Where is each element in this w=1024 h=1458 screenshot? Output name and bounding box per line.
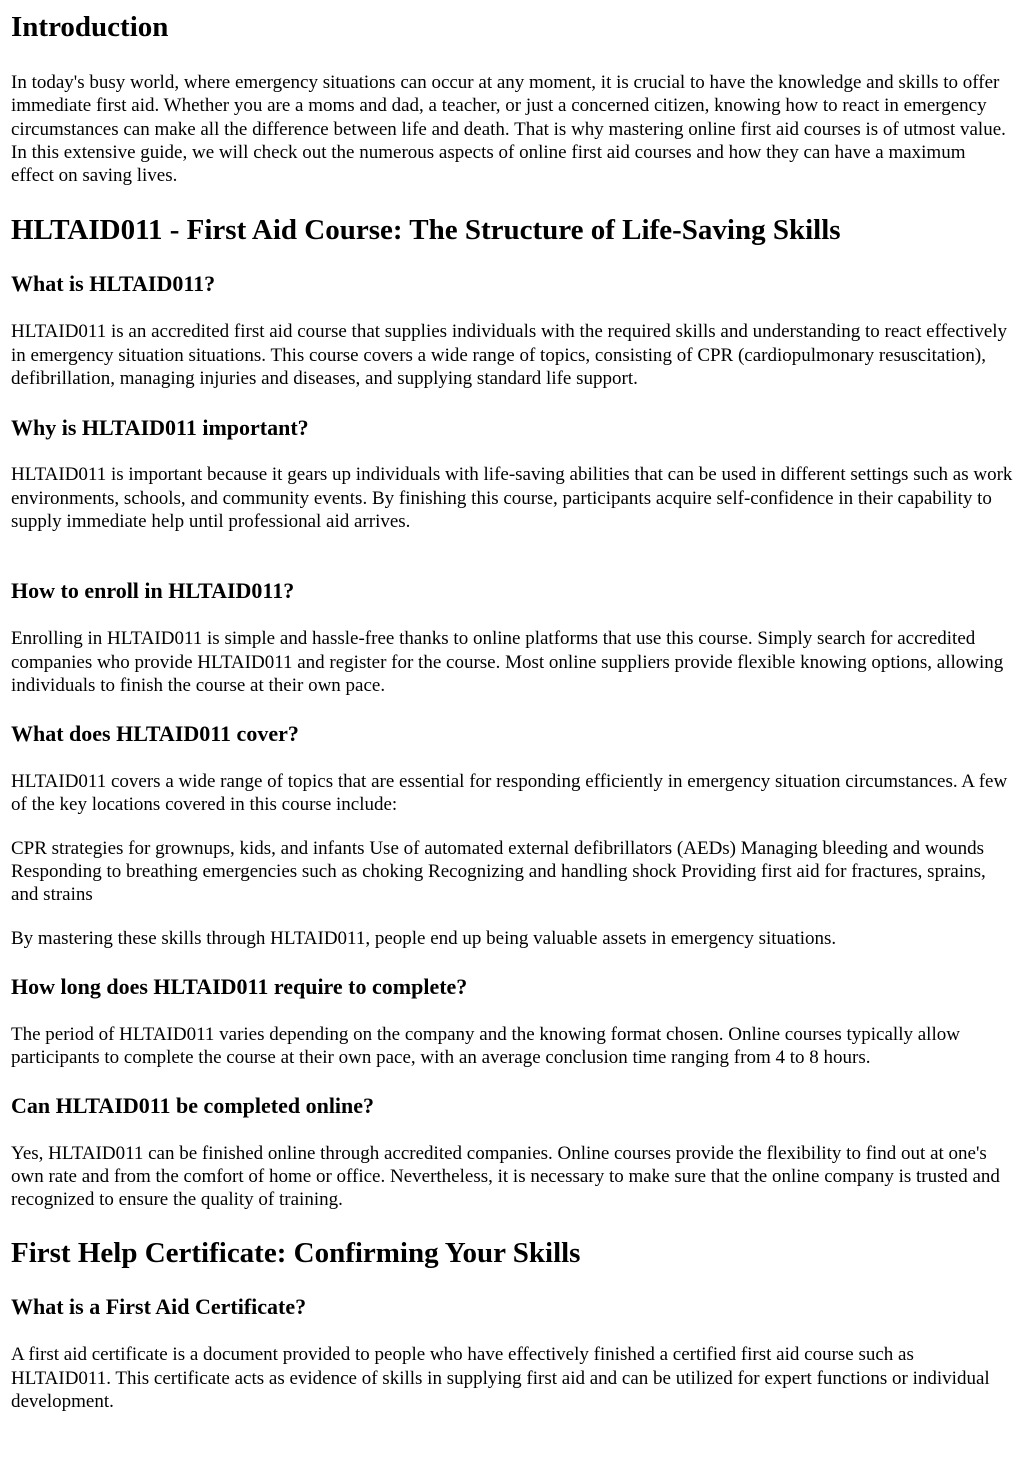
online-paragraph: Yes, HLTAID011 can be finished online through accredited companies. Online courses provide the flexibility to find out at one's own rate and from the comfort of home or office. Nevertheless, it is necessary to make sure that the online company is trusted and recognized to ensure the quality of training. (11, 1142, 1000, 1211)
why-heading: Why is HLTAID011 important? (11, 415, 309, 441)
why-paragraph: HLTAID011 is important because it gears up individuals with life-saving abilities that can be used in different settings such as work environments, schools, and community events. By finishing this course, participants acquire self-confidence in their capability to supply immediate help until professional aid arrives. (11, 464, 1013, 532)
online-heading: Can HLTAID011 be completed online? (11, 1092, 375, 1118)
section1-heading: HLTAID011 - First Aid Course: The Structure of Life-Saving Skills (11, 214, 841, 247)
enroll-heading: How to enroll in HLTAID011? (11, 578, 295, 604)
certificate-heading: What is a First Aid Certificate? (11, 1294, 307, 1320)
section2-heading: First Help Certificate: Confirming Your Skills (11, 1237, 581, 1270)
what-is-paragraph: HLTAID011 is an accredited first aid course that supplies individuals with the required skills and understanding to react effectively in emergency situation situations. This course covers a wide range of topics, consisting of CPR (cardiopulmonary resuscitation), defibrillation, managing injuries and diseases, and supplying standard life support. (11, 321, 1008, 390)
enroll-paragraph: Enrolling in HLTAID011 is simple and hassle-free thanks to online platforms that use this course. Simply search for accredited companies who provide HLTAID011 and register for the course. Most online suppliers provide flexible knowing options, allowing individuals to finish the course at their own pace. (11, 628, 1004, 696)
cover-paragraph: HLTAID011 covers a wide range of topics that are essential for responding efficiently in emergency situation circumstances. A few of the key locations covered in this course include: (11, 771, 1008, 816)
cover-heading: What does HLTAID011 cover? (11, 721, 299, 747)
cover-list-text: CPR strategies for grownups, kids, and infants Use of automated external defibrillators (AEDs) Managing bleeding and wounds Responding to breathing emergencies such as choking Recognizing and handling shock Providing first aid for fractures, sprains, and strains (11, 837, 986, 906)
duration-heading: How long does HLTAID011 require to complete? (11, 973, 468, 999)
cover-closing: By mastering these skills through HLTAID011, people end up being valuable assets in emergency situations. (11, 927, 837, 949)
intro-paragraph: In today's busy world, where emergency situations can occur at any moment, it is crucial to have the knowledge and skills to offer immediate first aid. Whether you are a moms and dad, a teacher, or just a concerned citizen, knowing how to react in emergency circumstances can make all the difference between life and death. That is why mastering online first aid courses is of utmost value. In this extensive guide, we will check out the numerous aspects of online first aid courses and how they can have a maximum effect on saving lives. (11, 72, 1006, 187)
what-is-heading: What is HLTAID011? (11, 271, 216, 297)
article (0, 10, 1024, 1413)
duration-paragraph: The period of HLTAID011 varies depending on the company and the knowing format chosen. Online courses typically allow participants to complete the course at their own pace, with an average conclusion time ranging from 4 to 8 hours. (11, 1023, 960, 1069)
intro-heading: Introduction (11, 11, 169, 43)
certificate-paragraph: A first aid certificate is a document provided to people who have effectively finished a certified first aid course such as HLTAID011. This certificate acts as evidence of skills in supplying first aid and can be utilized for expert functions or individual development. (11, 1344, 990, 1413)
